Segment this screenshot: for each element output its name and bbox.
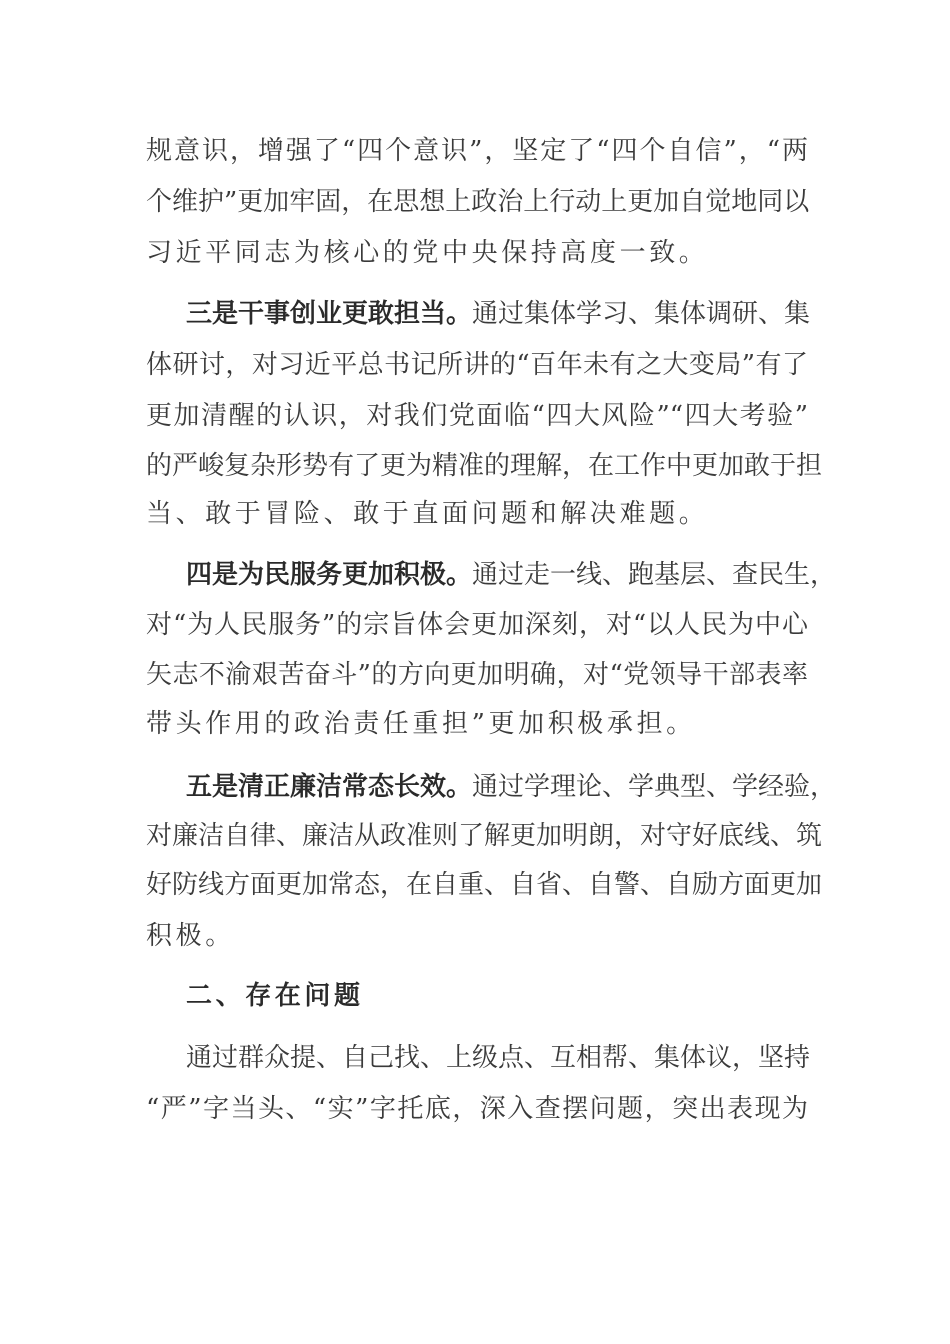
paragraph-line: 好防线方面更加常态，在自重、自省、自警、自励方面更加: [146, 870, 823, 900]
paragraph-text: 通过学理论、学典型、学经验，: [472, 772, 837, 802]
paragraph-line: 对“为人民服务”的宗旨体会更加深刻，对“以人民为中心: [146, 610, 808, 640]
paragraph-heading: 四是为民服务更加积极。: [186, 560, 473, 590]
paragraph-first-line: [186, 297, 811, 331]
paragraph-first-line: [186, 770, 837, 804]
paragraph-line: 带头作用的政治责任重担”更加积极承担。: [146, 709, 696, 739]
section-heading: 二、存在问题: [186, 981, 364, 1011]
paragraph-text: 通过走一线、跑基层、查民生，: [472, 560, 837, 590]
paragraph-line: 更加清醒的认识，对我们党面临“四大风险”“四大考验”: [146, 401, 808, 431]
paragraph-first-line: 通过群众提、自己找、上级点、互相帮、集体议，坚持: [186, 1043, 811, 1073]
paragraph-line: 当、敢于冒险、敢于直面问题和解决难题。: [146, 499, 709, 529]
paragraph-text: 通过集体学习、集体调研、集: [472, 299, 811, 329]
paragraph-first-line: [186, 558, 837, 592]
paragraph-heading: 三是干事创业更敢担当。: [186, 299, 473, 329]
paragraph-line: 规意识，增强了“四个意识”，坚定了“四个自信”，“两: [146, 136, 808, 166]
paragraph-heading: 五是清正廉洁常态长效。: [186, 772, 473, 802]
paragraph-line: 的严峻复杂形势有了更为精准的理解，在工作中更加敢于担: [146, 451, 823, 481]
paragraph-line: 积极。: [146, 921, 235, 951]
paragraph-line: 对廉洁自律、廉洁从政准则了解更加明朗，对守好底线、筑: [146, 821, 823, 851]
paragraph-line: 体研讨，对习近平总书记所讲的“百年未有之大变局”有了: [146, 350, 808, 380]
paragraph-line: 个维护”更加牢固，在思想上政治上行动上更加自觉地同以: [146, 187, 810, 217]
paragraph-line: “严”字当头、“实”字托底，深入查摆问题，突出表现为: [146, 1094, 808, 1124]
paragraph-line: 矢志不渝艰苦奋斗”的方向更加明确，对“党领导干部表率: [146, 660, 808, 690]
paragraph-line: 习近平同志为核心的党中央保持高度一致。: [146, 238, 709, 268]
